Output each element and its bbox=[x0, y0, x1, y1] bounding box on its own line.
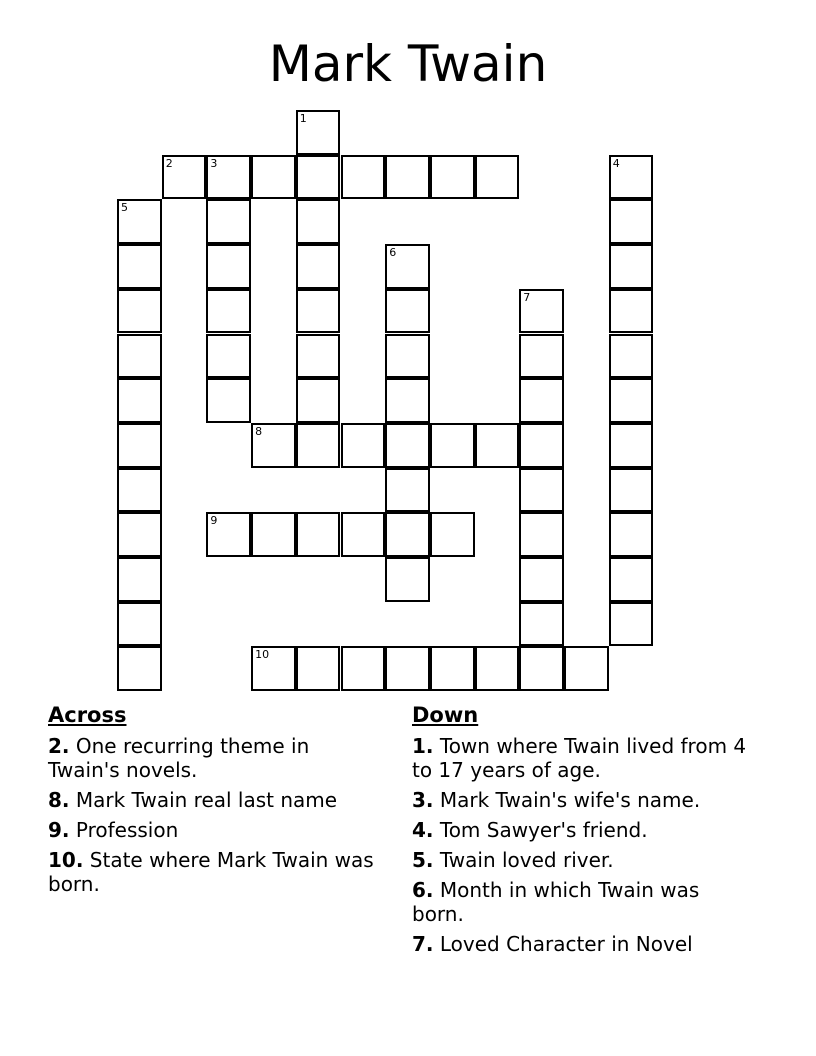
down-clue bbox=[412, 734, 752, 782]
grid-cell[interactable] bbox=[519, 646, 564, 691]
grid-cell[interactable] bbox=[609, 512, 654, 557]
grid-cell[interactable] bbox=[296, 334, 341, 379]
grid-cell[interactable] bbox=[296, 155, 341, 200]
clue-num: 5. bbox=[412, 848, 434, 872]
clue-num: 8. bbox=[48, 788, 70, 812]
grid-cell[interactable] bbox=[430, 646, 475, 691]
letter-input[interactable] bbox=[387, 559, 428, 600]
grid-cell[interactable] bbox=[385, 289, 430, 334]
letter-input[interactable] bbox=[387, 291, 428, 332]
letter-input[interactable] bbox=[298, 648, 339, 689]
grid-cell[interactable] bbox=[117, 602, 162, 647]
letter-input[interactable] bbox=[298, 157, 339, 198]
clue-number: 9 bbox=[210, 514, 218, 528]
clue-number: 4 bbox=[612, 156, 620, 170]
clue-text: Profession bbox=[75, 818, 179, 842]
letter-input[interactable] bbox=[119, 336, 160, 377]
letter-input[interactable] bbox=[298, 112, 339, 153]
letter-input[interactable] bbox=[119, 559, 160, 600]
grid-cell[interactable] bbox=[430, 512, 475, 557]
grid-cell[interactable] bbox=[475, 155, 520, 200]
letter-input[interactable] bbox=[298, 291, 339, 332]
grid-cell[interactable] bbox=[385, 557, 430, 602]
letter-input[interactable] bbox=[119, 246, 160, 287]
grid-cell[interactable] bbox=[206, 289, 251, 334]
letter-input[interactable] bbox=[477, 425, 518, 466]
letter-input[interactable] bbox=[298, 425, 339, 466]
letter-input[interactable] bbox=[387, 246, 428, 287]
grid-cell[interactable] bbox=[206, 378, 251, 423]
grid-cell[interactable] bbox=[609, 244, 654, 289]
letter-input[interactable] bbox=[164, 157, 205, 198]
letter-input[interactable] bbox=[119, 425, 160, 466]
letter-input[interactable] bbox=[119, 291, 160, 332]
grid-cell[interactable] bbox=[519, 557, 564, 602]
grid-cell[interactable] bbox=[609, 378, 654, 423]
grid-cell[interactable] bbox=[206, 512, 251, 557]
grid-cell[interactable] bbox=[117, 646, 162, 691]
letter-input[interactable] bbox=[208, 246, 249, 287]
letter-input[interactable] bbox=[343, 425, 384, 466]
letter-input[interactable] bbox=[432, 514, 473, 555]
grid-cell[interactable] bbox=[430, 423, 475, 468]
grid-cell[interactable] bbox=[296, 646, 341, 691]
clue-num: 7. bbox=[412, 932, 434, 956]
grid-cell[interactable] bbox=[519, 602, 564, 647]
grid-cell[interactable] bbox=[519, 334, 564, 379]
letter-input[interactable] bbox=[387, 380, 428, 421]
letter-input[interactable] bbox=[611, 470, 652, 511]
page-title: Mark Twain bbox=[268, 35, 548, 93]
letter-input[interactable] bbox=[253, 157, 294, 198]
grid-cell[interactable] bbox=[519, 289, 564, 334]
letter-input[interactable] bbox=[253, 425, 294, 466]
grid-cell[interactable] bbox=[341, 512, 386, 557]
down-clue bbox=[412, 818, 752, 842]
letter-input[interactable] bbox=[611, 201, 652, 242]
clue-num: 2. bbox=[48, 734, 70, 758]
grid-cell[interactable] bbox=[385, 378, 430, 423]
clue-text: Town where Twain lived from 4 to 17 years of age. bbox=[412, 734, 747, 782]
grid-cell[interactable] bbox=[251, 155, 296, 200]
across-heading: Across bbox=[48, 703, 127, 727]
clue-num: 6. bbox=[412, 878, 434, 902]
letter-input[interactable] bbox=[432, 425, 473, 466]
grid-cell[interactable] bbox=[117, 199, 162, 244]
grid-cell[interactable] bbox=[162, 155, 207, 200]
letter-input[interactable] bbox=[343, 648, 384, 689]
letter-input[interactable] bbox=[566, 648, 607, 689]
letter-input[interactable] bbox=[521, 604, 562, 645]
grid-cell[interactable] bbox=[206, 199, 251, 244]
letter-input[interactable] bbox=[343, 514, 384, 555]
down-clue bbox=[412, 788, 752, 812]
across-clue bbox=[48, 788, 378, 812]
grid-cell[interactable] bbox=[519, 468, 564, 513]
letter-input[interactable] bbox=[521, 514, 562, 555]
grid-cell[interactable] bbox=[385, 155, 430, 200]
letter-input[interactable] bbox=[611, 604, 652, 645]
grid-cell[interactable] bbox=[385, 244, 430, 289]
grid-cell[interactable] bbox=[206, 244, 251, 289]
letter-input[interactable] bbox=[611, 291, 652, 332]
grid-cell[interactable] bbox=[609, 334, 654, 379]
clue-num: 1. bbox=[412, 734, 434, 758]
across-clue bbox=[48, 818, 378, 842]
down-clue bbox=[412, 878, 752, 926]
clue-text: Mark Twain's wife's name. bbox=[439, 788, 701, 812]
down-clue-list bbox=[412, 734, 752, 956]
grid-cell[interactable] bbox=[341, 155, 386, 200]
letter-input[interactable] bbox=[521, 336, 562, 377]
clue-num: 9. bbox=[48, 818, 70, 842]
letter-input[interactable] bbox=[208, 514, 249, 555]
grid-cell[interactable] bbox=[385, 423, 430, 468]
letter-input[interactable] bbox=[298, 246, 339, 287]
grid-cell[interactable] bbox=[475, 646, 520, 691]
grid-cell[interactable] bbox=[296, 244, 341, 289]
clue-num: 4. bbox=[412, 818, 434, 842]
grid-cell[interactable] bbox=[296, 289, 341, 334]
down-clues bbox=[412, 702, 752, 962]
clue-number: 7 bbox=[523, 290, 531, 304]
grid-cell[interactable] bbox=[609, 423, 654, 468]
clue-num: 10. bbox=[48, 848, 84, 872]
letter-input[interactable] bbox=[521, 291, 562, 332]
across-clues bbox=[48, 702, 378, 902]
grid-cell[interactable] bbox=[609, 468, 654, 513]
letter-input[interactable] bbox=[611, 425, 652, 466]
clue-number: 5 bbox=[121, 201, 128, 215]
letter-input[interactable] bbox=[119, 514, 160, 555]
grid-cell[interactable] bbox=[296, 512, 341, 557]
grid-cell[interactable] bbox=[430, 155, 475, 200]
grid-cell[interactable] bbox=[564, 646, 609, 691]
grid-cell[interactable] bbox=[609, 602, 654, 647]
letter-input[interactable] bbox=[253, 514, 294, 555]
clue-text: State where Mark Twain was born. bbox=[48, 848, 374, 896]
clue-number: 8 bbox=[255, 424, 263, 438]
grid-cell[interactable] bbox=[609, 199, 654, 244]
letter-input[interactable] bbox=[208, 291, 249, 332]
letter-input[interactable] bbox=[298, 380, 339, 421]
letter-input[interactable] bbox=[521, 425, 562, 466]
letter-input[interactable] bbox=[611, 157, 652, 198]
letter-input[interactable] bbox=[611, 380, 652, 421]
grid-cell[interactable] bbox=[117, 378, 162, 423]
clue-number: 1 bbox=[299, 112, 307, 125]
grid-cell[interactable] bbox=[251, 423, 296, 468]
grid-cell[interactable] bbox=[519, 378, 564, 423]
letter-input[interactable] bbox=[477, 157, 518, 198]
letter-input[interactable] bbox=[387, 470, 428, 511]
grid-cell[interactable] bbox=[117, 289, 162, 334]
grid-cell[interactable] bbox=[341, 423, 386, 468]
grid-cell[interactable] bbox=[117, 512, 162, 557]
grid-cell[interactable] bbox=[251, 512, 296, 557]
grid-cell[interactable] bbox=[117, 334, 162, 379]
letter-input[interactable] bbox=[119, 648, 160, 689]
letter-input[interactable] bbox=[208, 336, 249, 377]
grid-cell[interactable] bbox=[385, 512, 430, 557]
grid-cell[interactable] bbox=[296, 378, 341, 423]
grid-cell[interactable] bbox=[519, 423, 564, 468]
grid-cell[interactable] bbox=[206, 155, 251, 200]
across-clue bbox=[48, 734, 378, 782]
grid-cell[interactable] bbox=[519, 512, 564, 557]
letter-input[interactable] bbox=[521, 470, 562, 511]
letter-input[interactable] bbox=[119, 604, 160, 645]
letter-input[interactable] bbox=[521, 380, 562, 421]
letter-input[interactable] bbox=[119, 380, 160, 421]
grid-cell[interactable] bbox=[117, 244, 162, 289]
letter-input[interactable] bbox=[298, 514, 339, 555]
letter-input[interactable] bbox=[343, 157, 384, 198]
grid-cell[interactable] bbox=[206, 334, 251, 379]
letter-input[interactable] bbox=[387, 648, 428, 689]
letter-input[interactable] bbox=[208, 157, 249, 198]
letter-input[interactable] bbox=[387, 425, 428, 466]
letter-input[interactable] bbox=[253, 648, 294, 689]
letter-input[interactable] bbox=[298, 201, 339, 242]
clue-number: 2 bbox=[165, 156, 173, 170]
across-clue-list bbox=[48, 734, 378, 896]
down-clue bbox=[412, 848, 752, 872]
grid-cell[interactable] bbox=[296, 423, 341, 468]
grid-cell[interactable] bbox=[296, 110, 341, 155]
grid-cell[interactable] bbox=[251, 646, 296, 691]
letter-input[interactable] bbox=[119, 470, 160, 511]
letter-input[interactable] bbox=[611, 514, 652, 555]
grid-cell[interactable] bbox=[341, 646, 386, 691]
clue-text: Mark Twain real last name bbox=[75, 788, 338, 812]
grid-cell[interactable] bbox=[609, 289, 654, 334]
grid-cell[interactable] bbox=[117, 468, 162, 513]
letter-input[interactable] bbox=[432, 648, 473, 689]
clue-text: Tom Sawyer's friend. bbox=[439, 818, 648, 842]
grid-cell[interactable] bbox=[117, 423, 162, 468]
letter-input[interactable] bbox=[208, 380, 249, 421]
grid-cell[interactable] bbox=[385, 334, 430, 379]
clue-num: 3. bbox=[412, 788, 434, 812]
grid-cell[interactable] bbox=[609, 557, 654, 602]
clue-text: Loved Character in Novel bbox=[439, 932, 693, 956]
letter-input[interactable] bbox=[611, 336, 652, 377]
clue-number: 10 bbox=[255, 648, 270, 662]
letter-input[interactable] bbox=[611, 246, 652, 287]
grid-cell[interactable] bbox=[385, 468, 430, 513]
clue-text: One recurring theme in Twain's novels. bbox=[48, 734, 310, 782]
down-heading: Down bbox=[412, 703, 479, 727]
letter-input[interactable] bbox=[387, 336, 428, 377]
grid-cell[interactable] bbox=[296, 199, 341, 244]
grid-cell[interactable] bbox=[475, 423, 520, 468]
grid-cell[interactable] bbox=[609, 155, 654, 200]
letter-input[interactable] bbox=[521, 648, 562, 689]
letter-input[interactable] bbox=[119, 201, 160, 242]
letter-input[interactable] bbox=[387, 514, 428, 555]
letter-input[interactable] bbox=[208, 201, 249, 242]
letter-input[interactable] bbox=[521, 559, 562, 600]
letter-input[interactable] bbox=[298, 336, 339, 377]
grid-cell[interactable] bbox=[385, 646, 430, 691]
letter-input[interactable] bbox=[611, 559, 652, 600]
down-clue bbox=[412, 932, 752, 956]
letter-input[interactable] bbox=[477, 648, 518, 689]
clue-number: 6 bbox=[389, 246, 397, 260]
clue-text: Twain loved river. bbox=[439, 848, 614, 872]
letter-input[interactable] bbox=[432, 157, 473, 198]
letter-input[interactable] bbox=[387, 157, 428, 198]
across-clue bbox=[48, 848, 378, 896]
clue-text: Month in which Twain was born. bbox=[412, 878, 700, 926]
clue-number: 3 bbox=[210, 156, 218, 170]
grid-cell[interactable] bbox=[117, 557, 162, 602]
